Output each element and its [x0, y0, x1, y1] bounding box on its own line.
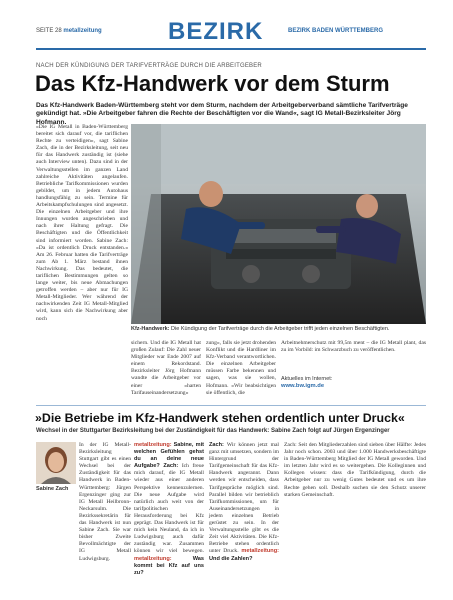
photo-caption: Kfz-Handwerk: Die Kündigung der Tarifverträge durch die Arbeitgeber trifft jeden einzelnen Beschäftigten.	[131, 326, 390, 332]
section-title: BEZIRK	[168, 18, 264, 45]
kicker: NACH DER KÜNDIGUNG DER TARIFVERTRÄGE DURCH DIE ARBEITGEBER	[36, 63, 262, 69]
page-number: SEITE 28 metallzeitung	[36, 28, 102, 34]
article-column-3: zung«, falls sie jetzt drohenden Konflikt und die Hardliner im Kfz-Verband verantwortlichen. Die einzelnen Arbeitgeber müssen Farbe bekennen und sagen, was sie wollen, Hofmann. »Wir beabsichtigen sie öffentlich, die	[206, 340, 276, 396]
lead-text: Das Kfz-Handwerk Baden-Württemberg steht vor dem Sturm, nachdem der Arbeitgeberverband sämtliche Tarifverträge gekündigt hat. »Die Arbeitgeber fahren die Rechte der Beschäftigten vor die Wand«, sagt IG Metall-Bezirksleiter Jörg Hofmann.	[36, 102, 408, 126]
workshop-photo	[131, 124, 426, 324]
interview-column-2: metallzeitung: Sabine, mit welchen Gefühlen gehst du an deine neue Aufgabe? Zach: Ich freue mich darauf, die IG Metall wieder aus einer anderen Perspektive kennenzulernen. Die neue Aufgabe wird natürlich auch weit von der tarifpolitischen Herausforderung bei Kfz geprägt. Das Handwerk ist für mich kein Neuland, da ich in Ludwigsburg auch dafür zuständig war. Zusammen können wir viel bewegen. metallzeitung: Was kommt bei Kfz auf uns zu?	[134, 442, 204, 576]
portrait-photo	[36, 442, 76, 484]
portrait-caption: Sabine Zach	[36, 486, 69, 492]
interview-column-4: Zach: Seit den Mitgliederzahlen sind sieben über Hälfte: Jedes Jahr noch schon. 2003 und über 1.000 Handwerksbeschäftigte in Baden-Württemberg Mitglied der IG Metall geworden. Und im letzten Jahr wird es so weitergehen. Die Kolleginnen und Kollegen wissen: dass die Tarifkündigung, durch die Arbeitgeber nur zu wenig Gutes bedeutet und es um ihre Rechte gehen soll. Deshalb suchen sie den Schutz unserer starken Gemeinschaft.	[284, 442, 426, 498]
interview-intro: In der IG Metall-Bezirksleitung Stuttgart gibt es einen Wechsel bei der Zuständigkeit für das Handwerk in Baden-Württemberg: Jürgen Ergenzinger ging zur IG Metall Heilbronn-Neckarsulm. Die Bezirkssekretärin für das Handwerk ist nun Sabine Zach. Sie war bisher Zweite Bevollmächtigte der IG Metall Ludwigsburg.	[79, 442, 131, 562]
article-column-2: sichern. Und die IG Metall hat großen Zulauf: Die Zahl neuer Mitglieder war Ende 2007 auf einem Rekordstand. Bezirksleiter Jörg Hofmann wandte die Arbeitgeber vor einer »harten Tarifauseinandersetzung«	[131, 340, 201, 396]
article2-rule	[36, 405, 426, 406]
headline: Das Kfz-Handwerk vor dem Sturm	[35, 71, 390, 96]
article-column-4: Arbeitnehmerschutz mit 99,5m ment – die IG Metall plant, das zu im Vorbild: im Schwarzbuch zu veröffentlichen.	[281, 340, 426, 354]
interview-headline: »Die Betriebe im Kfz-Handwerk stehen ordentlich unter Druck«	[35, 411, 405, 425]
article-column-1: »Die IG Metall in Baden-Württemberg bereitet sich darauf vor, die tariflichen Rechte zu verteidigen«, sagt Sabine Zach, die in der Bezirksleitung, seit neu für das Handwerk zuständig ist (siehe auch Interview unten). Dazu sind in der Verwaltungsstellen im ganzen Land zahlreiche Aktivitäten angelaufen. Betriebliche Tarifkommissionen wurden gebildet, um in jedem Autohaus handlungsfähig zu sein. Termine für Arbeitskampfschulungen sind angesetzt. Die einzelnen Arbeitgeber und ihre Innungen wurden angeschrieben und nach ihrer Haltung gefragt. Die Beschäftigten und die Öffentlichkeit sind informiert worden. Sabine Zach: »Da ist ordentlich Druck entstanden.« Am 26. Februar hatten die Tarifverträge zum Ab 1. März bestand ihnen Nachwirkung. Das bedeutet, die tariflichen Bestimmungen gelten so lange weiter, bis neue Abmachungen getroffen werden – aber nur für IG Metall-Mitglieder. Wer während der nachwirkenden Zeit IG Metall-Mitglied wird, kann sich die Nachwirkung aber noch	[36, 124, 128, 322]
interview-lead: Wechsel in der Stuttgarter Bezirksleitung bei der Zuständigkeit für das Handwerk: Sabine Zach folgt auf Jürgen Ergenzinger	[36, 428, 390, 434]
internet-label: Aktuelles im Internet:	[281, 376, 333, 382]
page-tag: metallzeitung	[63, 28, 102, 34]
internet-link[interactable]: www.bw.igm.de	[281, 383, 325, 389]
header-rule	[36, 48, 426, 50]
interview-column-3: Zach: Wir können jetzt mal ganz mit umsetzen, sondern im Hintergrund der Tarifgemeinschaft für das Kfz-Handwerk angerannt. Dann werden wir entscheiden, dass Tarifgespräche möglich sind. Parallel bilden wir betrieblich Tarifkommissionen, um für Auseinandersetzungen in jedem einzelnen Betrieb gerüstet zu sein. In der Verwaltungsstelle gibt es die Zeit viel Aktivitäten. Die Kfz-Betriebe stehen ordentlich unter Druck. metallzeitung: Und die Zahlen?	[209, 442, 279, 562]
region-label: BEZIRK BADEN WÜRTTEMBERG	[288, 28, 383, 34]
